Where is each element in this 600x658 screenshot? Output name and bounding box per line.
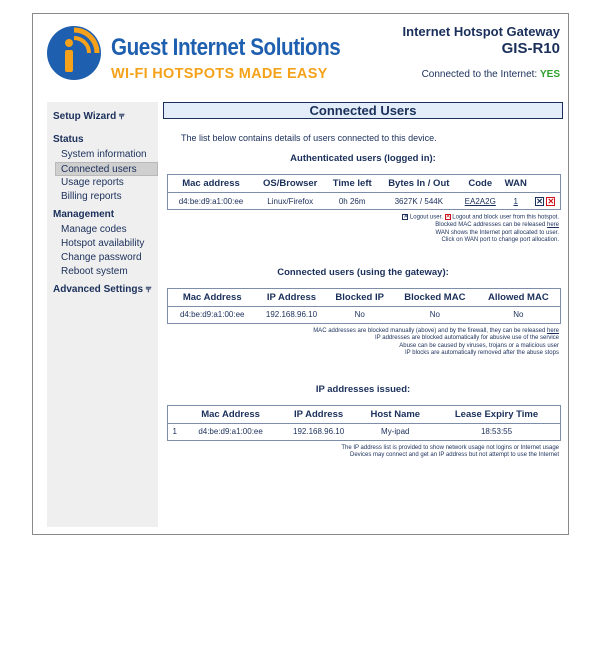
logout-user-button[interactable]: ✕ [536,196,543,206]
sidebar-item-system-information[interactable]: System information [61,149,147,160]
table-header-row [168,405,561,423]
connection-status [403,69,560,80]
cell-index: 1 [172,427,177,437]
main-content [163,102,563,460]
sidebar-item-usage-reports[interactable]: Usage reports [61,177,124,188]
wifi-i-logo-icon [45,24,103,82]
gateway-users-table [167,288,561,324]
sidebar-setup-wizard[interactable]: Setup Wizard ⫧ [53,111,125,122]
col-index [168,405,182,423]
page-title: Connected Users [163,102,563,119]
note-devices: Devices may connect and get an IP address but not attempt to use the Internet [349,452,559,459]
auth-notes [163,214,563,245]
col-allowed-mac: Allowed MAC [477,288,561,306]
sidebar-item-manage-codes[interactable]: Manage codes [61,224,127,235]
app-window [32,13,569,535]
cell-ip: 192.168.96.10 [265,310,318,320]
cell-time-left: 0h 26m [338,196,366,206]
sidebar-item-hotspot-availability[interactable]: Hotspot availability [61,238,145,249]
cell-expiry: 18:53:55 [480,427,513,437]
note-blocked-mac: MAC addresses are blocked manually (above) and by the firewall, they can be released [313,327,546,334]
cell-os: Linux/Firefox [267,196,314,206]
code-link[interactable]: EA2A2G [464,196,496,206]
cell-blocked-ip: No [354,310,365,320]
note-blocked-ip: IP addresses are blocked automatically for abusive use of the service [375,335,559,342]
block-user-button[interactable]: ✕ [547,196,555,206]
authenticated-users-table [167,174,561,210]
sidebar-item-reboot-system[interactable]: Reboot system [61,266,128,277]
sidebar-item-connected-users[interactable]: Connected users [55,162,158,176]
col-ip-address: IP Address [256,288,326,306]
col-os-browser: OS/Browser [254,175,326,193]
cell-host: My-ipad [381,427,410,437]
col-lease-expiry: Lease Expiry Time [433,405,560,423]
table-row [168,193,561,210]
logout-x-icon: ✕ [403,214,409,220]
note-abuse: Abuse can be caused by viruses, trojans or a malicious user [399,342,559,349]
cell-blocked-mac: No [429,310,440,320]
col-blocked-mac: Blocked MAC [393,288,477,306]
block-x-icon: ✕ [445,214,451,220]
note-wan: WAN shows the Internet port allocated to user. [435,229,559,236]
header-info [403,24,560,80]
sidebar-item-change-password[interactable]: Change password [61,252,142,263]
connection-value: YES [539,69,560,80]
note-ip-list: The IP address list is provided to show network usage not logins or Internet usage [341,444,559,451]
sidebar [47,102,158,527]
cell-bytes: 3627K / 544K [394,196,444,206]
release-here-link[interactable]: here [546,222,559,229]
col-mac-address: Mac address [168,175,254,193]
note-ip-blocks: IP blocks are automatically removed after the abuse stops [405,350,559,357]
cell-ip: 192.168.96.10 [293,427,345,437]
col-time-left: Time left [326,175,378,193]
col-mac-address: Mac Address [168,288,257,306]
product-name: Internet Hotspot Gateway [402,24,560,39]
cell-code [460,193,501,210]
col-code: Code [460,175,501,193]
ip-issued-title: IP addresses issued: [315,383,411,395]
table-header-row [168,288,561,306]
cell-mac: d4:be:d9:a1:00:ee [178,196,244,206]
intro-text: The list below contains details of users connected to this device. [181,133,437,143]
gateway-users-title: Connected users (using the gateway): [277,266,449,278]
sidebar-advanced-settings[interactable]: Advanced Settings ⫧ [53,284,152,295]
authenticated-users-title: Authenticated users (logged in): [290,153,436,164]
cell-allowed-mac: No [513,310,524,320]
sidebar-item-billing-reports[interactable]: Billing reports [61,191,122,202]
cell-actions [531,193,561,210]
table-row [168,306,561,323]
col-mac-address: Mac Address [182,405,280,423]
cell-mac: d4:be:d9:a1:00:ee [179,310,245,320]
cell-wan [501,193,531,210]
col-actions [531,175,561,193]
col-bytes: Bytes In / Out [378,175,459,193]
col-host-name: Host Name [358,405,434,423]
note-release: Blocked MAC addresses can be released [435,222,546,229]
table-row [168,423,561,440]
col-ip-address: IP Address [280,405,358,423]
sidebar-management-heading: Management [53,209,115,220]
brand-name: Guest Internet Solutions [111,34,341,61]
connection-label: Connected to the Internet: [421,69,538,80]
sidebar-status-heading: Status [53,134,84,145]
table-header-row [168,175,561,193]
issued-notes [163,445,563,460]
col-wan: WAN [501,175,531,193]
brand-tagline: WI-FI HOTSPOTS MADE EASY [111,66,328,82]
note-logout: Logout user. [409,214,443,221]
note-wan-click: Click on WAN port to change port allocation. [441,237,559,244]
release-mac-here-link[interactable]: here [546,327,559,334]
cell-mac: d4:be:d9:a1:00:ee [198,427,263,437]
note-block: Logout and block user from this hotspot. [452,214,559,221]
col-blocked-ip: Blocked IP [326,288,392,306]
wan-port-link[interactable]: 1 [513,196,518,206]
gateway-notes [163,328,563,358]
ip-issued-table [167,405,561,441]
model-name: GIS-R10 [501,40,560,57]
